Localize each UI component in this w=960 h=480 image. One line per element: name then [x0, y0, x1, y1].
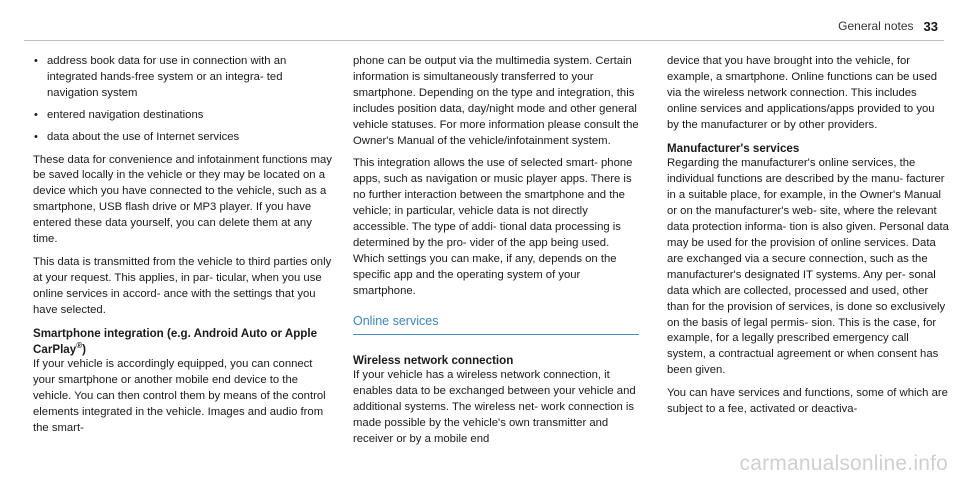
paragraph: These data for convenience and infotainment functions may be saved locally in the vehicle or they may be located on a device which you have connected to the vehicle, such as a smartphone, USB flash drive or MP3 player. If you have entered these data yourself, you can delete them at any time.	[33, 153, 332, 246]
watermark: carmanualsonline.info	[739, 452, 948, 475]
page-header	[838, 14, 938, 38]
data-type-list	[33, 54, 333, 146]
paragraph: This data is transmitted from the vehicle to third parties only at your request. This applies, in par- ticular, when you use online services in accord- ance with the settings that you have selected.	[33, 255, 332, 316]
list-item: • address book data for use in connection with an integrated hands-free system or an integra- ted navigation system	[33, 54, 333, 102]
paragraph: phone can be output via the multimedia system. Certain information is simultaneously transferred to your smartphone. Depending on the type and integration, this includes position data, day/night mode and other general vehicle statuses. For more information please consult the Owner's Manual of the vehicle/infotainment system.	[353, 55, 639, 147]
registered-mark: ®	[76, 340, 83, 350]
subheading-manufacturer-services: Manufacturer's services	[667, 141, 800, 155]
column-left	[33, 54, 333, 444]
paragraph: device that you have brought into the vehicle, for example, a smartphone. Online functions can be used via the wireless network connection. This includes online services and applications/apps provided to you by the manufacturer or by other providers.	[667, 55, 938, 131]
column-right	[667, 54, 949, 425]
column-middle	[353, 54, 639, 455]
subheading-text: Smartphone integration (e.g. Android Auto or Apple CarPlay	[33, 326, 318, 356]
paragraph: If your vehicle has a wireless network connection, it enables data to be exchanged between your vehicle and additional systems. The wireless net- work connection is made possible by the vehicle's own transmitter and receiver or by a mobile end	[353, 369, 636, 446]
paragraph: You can have services and functions, some of which are subject to a fee, activated or deactiva-	[667, 387, 948, 416]
running-header-title: General notes	[838, 19, 914, 33]
subheading-wireless-network: Wireless network connection	[353, 353, 514, 367]
subheading-smartphone-integration	[33, 326, 333, 358]
paragraph: If your vehicle is accordingly equipped, you can connect your smartphone or another mobile end device to the vehicle. You can then control them by means of the control elements integrated in the vehicle. Images and audio from the smart-	[33, 358, 326, 435]
section-heading-online-services: Online services	[353, 314, 639, 335]
paragraph: This integration allows the use of selected smart- phone apps, such as navigation or music player apps. There is no further interaction between the smartphone and the vehicle; in particular, vehicle data is not directly accessible. The type of addi- tional data processing is determined by the pro- vider of the app being used. Which settings you can make, if any, depends on the specific app and the operating system of your smartphone.	[353, 157, 633, 297]
list-item: • entered navigation destinations	[33, 108, 333, 124]
header-divider	[24, 40, 944, 41]
list-item: • data about the use of Internet services	[33, 130, 333, 146]
subheading-end: )	[82, 342, 86, 356]
page-number: 33	[923, 18, 938, 34]
paragraph: Regarding the manufacturer's online services, the individual functions are described by the manu- facturer in a suitable place, for example, in the Owner's Manual or on the manufacturer's web- site, where the relevant data protection informa- tion is also given. Personal data may be used for the provision of online services. Data are exchanged via a secure connection, such as the manufacturer's designated IT systems. Any per- sonal data which are collected, processed and used, other than for the provision of services, is done so exclusively on the basis of legal permis- sion. This is the case, for example, for a legally prescribed emergency call system, a contractual agreement or when consent has been given.	[667, 157, 949, 377]
